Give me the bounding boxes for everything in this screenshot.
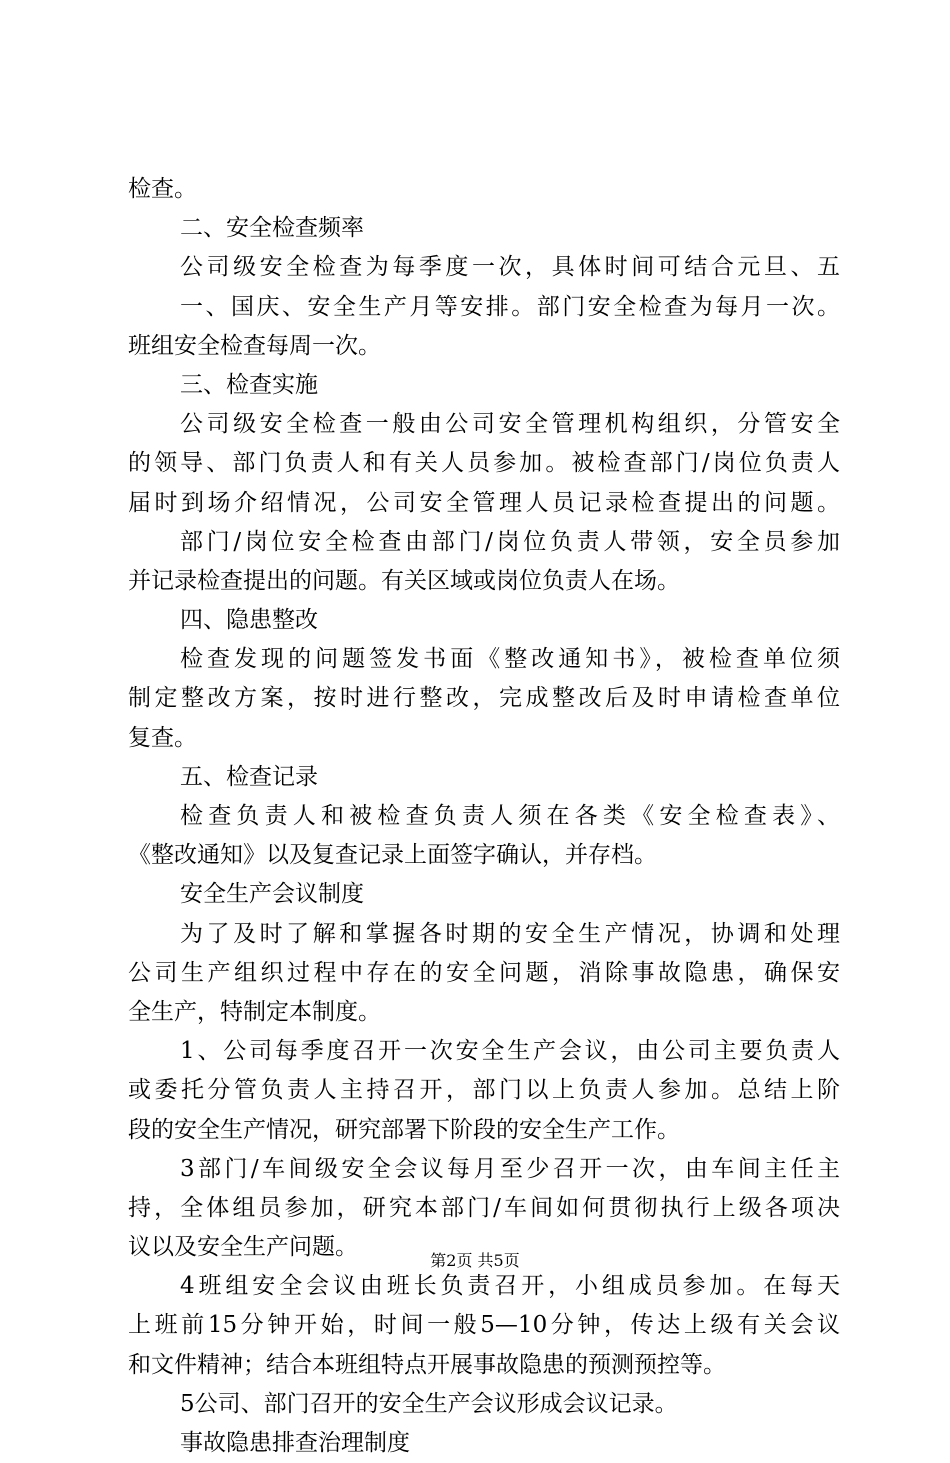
text-line: 公司级安全检查一般由公司安全管理机构组织，分管安全 [180,411,840,438]
text-line: 为了及时了解和掌握各时期的安全生产情况，协调和处理 [180,920,840,947]
text-line: 制定整改方案，按时进行整改，完成整改后及时申请检查单位 [128,685,840,712]
text-line: 1、公司每季度召开一次安全生产会议，由公司主要负责人 [180,1038,840,1065]
section-heading-implementation: 三、检查实施 [180,371,318,398]
text-line: 公司生产组织过程中存在的安全问题，消除事故隐患，确保安 [128,959,840,986]
text-line: 公司级安全检查为每季度一次，具体时间可结合元旦、五 [180,254,840,281]
section-heading-frequency: 二、安全检查频率 [180,215,364,242]
text-line: 一、国庆、安全生产月等安排。部门安全检查为每月一次。 [180,293,840,320]
text-line: 的领导、部门负责人和有关人员参加。被检查部门/岗位负责人 [128,450,840,477]
text-line: 检查发现的问题签发书面《整改通知书》，被检查单位须 [180,646,840,673]
text-line: 持，全体组员参加，研究本部门/车间如何贯彻执行上级各项决 [128,1194,840,1221]
text-line: 4班组安全会议由班长负责召开，小组成员参加。在每天 [180,1273,840,1300]
text-line: 班组安全检查每周一次。 [128,332,381,359]
text-line: 上班前15分钟开始，时间一般5—10分钟，传达上级有关会议 [128,1312,840,1339]
text-line: 《整改通知》以及复查记录上面签字确认，并存档。 [128,842,657,869]
page-footer: 第2页 共5页 [430,1251,520,1270]
text-line: 检查。 [128,176,197,202]
text-line: 复查。 [128,724,197,751]
text-line: 并记录检查提出的问题。有关区域或岗位负责人在场。 [128,567,680,594]
text-line: 议以及安全生产问题。 [128,1234,358,1261]
section-heading-rectification: 四、隐患整改 [180,607,318,634]
text-line: 届时到场介绍情况，公司安全管理人员记录检查提出的问题。 [128,489,840,516]
text-line: 或委托分管负责人主持召开，部门以上负责人参加。总结上阶 [128,1077,840,1104]
text-line: 全生产，特制定本制度。 [128,998,381,1025]
text-line: 检查负责人和被检查负责人须在各类《安全检查表》、 [180,803,840,829]
text-line: 3部门/车间级安全会议每月至少召开一次，由车间主任主 [180,1155,840,1182]
text-line: 5公司、部门召开的安全生产会议形成会议记录。 [180,1390,678,1417]
text-line: 段的安全生产情况，研究部署下阶段的安全生产工作。 [128,1116,680,1143]
text-line: 部门/岗位安全检查由部门/岗位负责人带领，安全员参加 [180,528,840,555]
text-line: 和文件精神；结合本班组特点开展事故隐患的预测预控等。 [128,1351,726,1378]
section-heading-records: 五、检查记录 [180,763,318,790]
section-heading-meeting-system: 安全生产会议制度 [180,881,364,908]
section-heading-hazard-system: 事故隐患排查治理制度 [180,1430,410,1456]
